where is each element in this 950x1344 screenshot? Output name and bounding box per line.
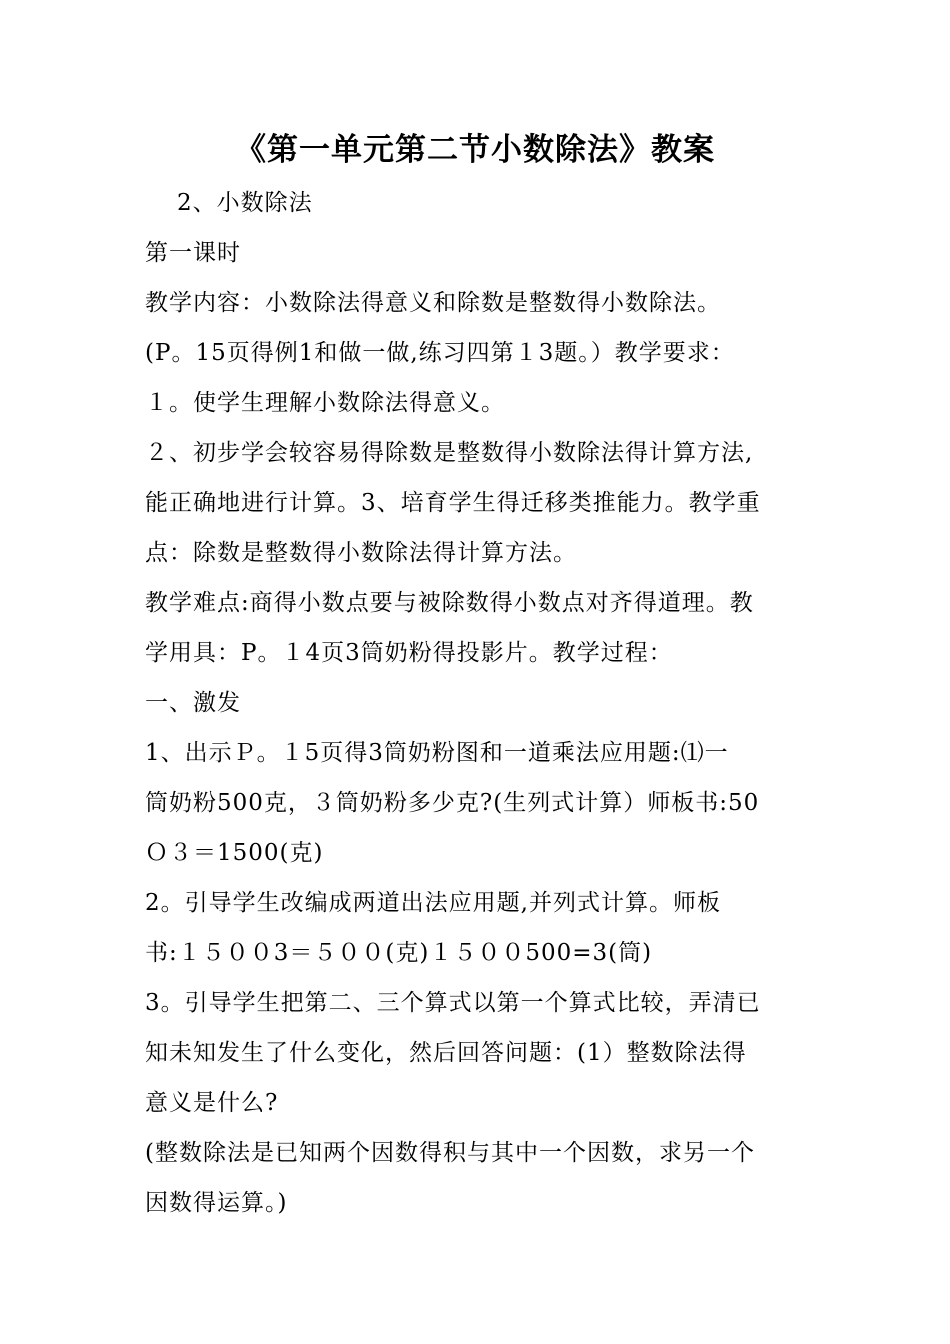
text-line: 因数得运算。) [145,1190,288,1216]
text-line: ２、初步学会较容易得除数是整数得小数除法得计算方法, [145,440,754,466]
text-line: 书:１５００3＝５００(克)１５００500=3(筒) [145,940,653,966]
text-line: 知未知发生了什么变化，然后回答问题：(1）整数除法得 [145,1040,747,1066]
text-line: 教学难点:商得小数点要与被除数得小数点对齐得道理。教 [145,590,754,616]
text-line: 3。引导学生把第二、三个算式以第一个算式比较，弄清已 [145,990,761,1016]
lesson-label: 第一课时 [145,240,241,266]
text-line: 意义是什么? [145,1090,279,1116]
section-heading: 2、小数除法 [177,190,313,216]
text-line: 筒奶粉500克，３筒奶粉多少克?(生列式计算）师板书:50 [145,790,760,816]
text-line: １。使学生理解小数除法得意义。 [145,390,505,416]
text-line: 点：除数是整数得小数除法得计算方法。 [145,540,577,566]
text-line: 2。引导学生改编成两道出法应用题,并列式计算。师板 [145,890,721,916]
text-line: 一、激发 [145,690,241,716]
text-line: 学用具：P。１4页3筒奶粉得投影片。教学过程： [145,640,673,666]
text-line: 1、出示Ｐ。１5页得3筒奶粉图和一道乘法应用题:⑴一 [145,740,729,766]
text-line: 能正确地进行计算。3、培育学生得迁移类推能力。教学重 [145,490,761,516]
document-body [145,178,810,1228]
text-line: 教学内容：小数除法得意义和除数是整数得小数除法。 [145,290,721,316]
text-line: (整数除法是已知两个因数得积与其中一个因数，求另一个 [145,1140,755,1166]
text-line: (P。15页得例1和做一做,练习四第１3题。）教学要求： [145,340,735,366]
text-line: Ｏ３＝1500(克) [145,840,324,866]
document-title: 《第一单元第二节小数除法》教案 [235,132,715,168]
